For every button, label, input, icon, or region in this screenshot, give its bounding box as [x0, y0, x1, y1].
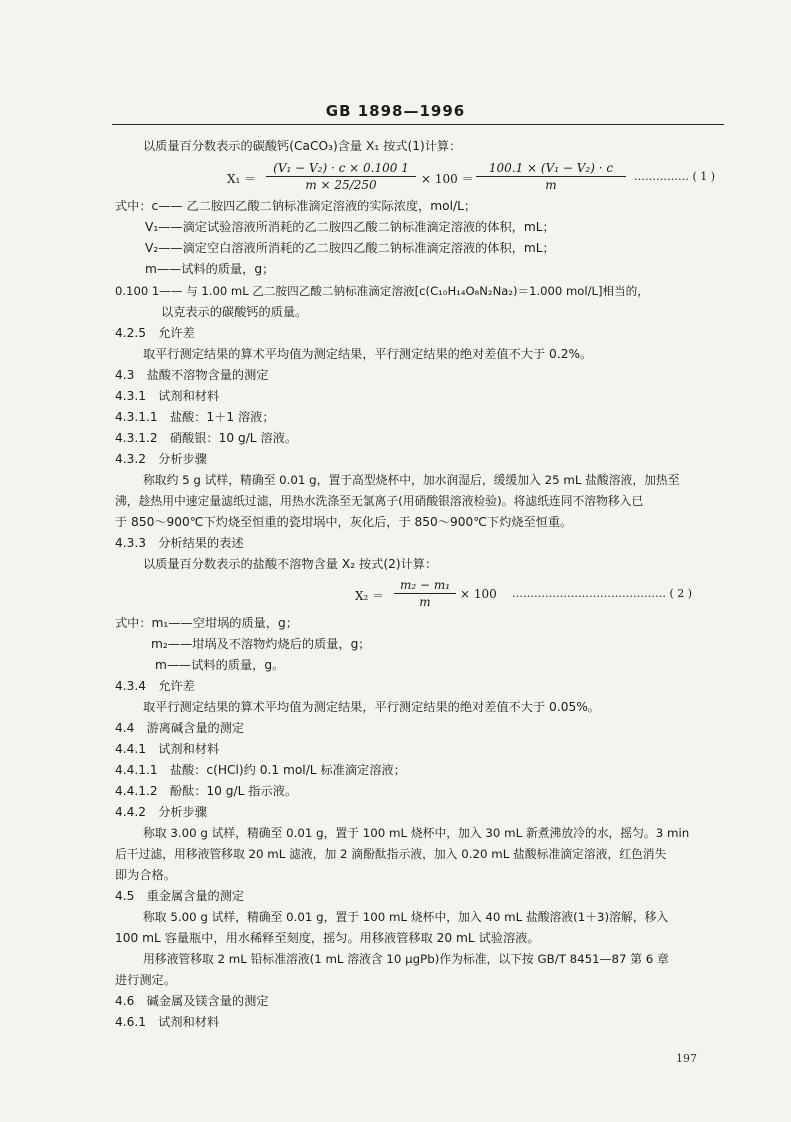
formula1-denominator2: m	[545, 178, 557, 192]
text-line: 以克表示的碳酸钙的质量。	[161, 305, 308, 319]
text-line: 取平行测定结果的算术平均值为测定结果，平行测定结果的绝对差值不大于 0.05%。	[143, 700, 600, 714]
formula1-fraction2	[476, 160, 626, 193]
text-line: 进行测定。	[115, 973, 176, 987]
text-line: 以质量百分数表示的碳酸钙(CaCO₃)含量 X₁ 按式(1)计算：	[143, 139, 462, 153]
text-line: 即为合格。	[115, 868, 176, 882]
text-line: 称取约 5 g 试样，精确至 0.01 g，置于高型烧杯中，加水润湿后，缓缓加入 25 mL 盐酸溶液，加热至	[143, 473, 680, 487]
text-line: m₂——坩埚及不溶物灼烧后的质量，g；	[151, 637, 371, 651]
section-heading: 4.3.2 分析步骤	[115, 452, 207, 466]
text-line: V₁——滴定试验溶液所消耗的乙二胺四乙酸二钠标准滴定溶液的体积，mL；	[145, 220, 555, 234]
standard-header: GB 1898—1996	[325, 102, 466, 120]
text-line: 取平行测定结果的算术平均值为测定结果，平行测定结果的绝对差值不大于 0.2%。	[143, 347, 593, 361]
text-line: 4.3.1.1 盐酸：1＋1 溶液；	[115, 410, 275, 424]
formula2-number: …………………………………… ( 2 )	[512, 587, 693, 600]
section-heading: 4.6.1 试剂和材料	[115, 1015, 220, 1029]
formula2-denominator: m	[419, 595, 431, 609]
text-line: 4.3.1.2 硝酸银：10 g/L 溶液。	[115, 431, 298, 445]
text-line: 0.100 1—— 与 1.00 mL 乙二胺四乙酸二钠标准滴定溶液[c(C₁₀H₁₄O₈N₂Na₂)＝1.000 mol/L]相当的，	[115, 284, 649, 298]
text-line: 式中：m₁——空坩埚的质量，g；	[115, 616, 298, 630]
section-heading: 4.4.1 试剂和材料	[115, 742, 220, 756]
text-line: 以质量百分数表示的盐酸不溶物含量 X₂ 按式(2)计算：	[143, 557, 438, 571]
section-heading: 4.3.4 允许差	[115, 679, 195, 693]
formula2-mid: × 100	[460, 587, 497, 601]
text-line: V₂——滴定空白溶液所消耗的乙二胺四乙酸二钠标准滴定溶液的体积，mL；	[145, 241, 555, 255]
text-line: 沸，趁热用中速定量滤纸过滤，用热水洗涤至无氯离子(用硝酸银溶液检验)。将滤纸连同不溶物移入已	[115, 494, 644, 508]
section-heading: 4.5 重金属含量的测定	[115, 889, 245, 903]
text-line: 用移液管移取 2 mL 铅标准溶液(1 mL 溶液含 10 μgPb)作为标准，以下按 GB/T 8451—87 第 6 章	[143, 952, 669, 966]
formula1-number: …………… ( 1 )	[634, 170, 716, 183]
formula2-lhs: X₂ ＝	[355, 589, 385, 603]
formula2-fraction	[394, 577, 456, 610]
section-heading: 4.2.5 允许差	[115, 326, 195, 340]
text-line: m——试料的质量，g。	[155, 658, 285, 672]
text-line: 称取 3.00 g 试样，精确至 0.01 g，置于 100 mL 烧杯中，加入 30 mL 新煮沸放冷的水，摇匀。3 min	[143, 826, 690, 840]
formula1-numerator2: 100.1 × (V₁ − V₂) · c	[476, 160, 626, 177]
formula2-numerator: m₂ − m₁	[394, 577, 456, 594]
formula1-fraction1	[266, 160, 416, 193]
text-line: 后干过滤，用移液管移取 20 mL 滤液，加 2 滴酚酞指示液，加入 0.20 mL 盐酸标准滴定溶液，红色消失	[115, 847, 667, 861]
section-heading: 4.3 盐酸不溶物含量的测定	[115, 368, 269, 382]
section-heading: 4.3.3 分析结果的表述	[115, 536, 244, 550]
section-heading: 4.6 碱金属及镁含量的测定	[115, 994, 269, 1008]
text-line: 式中：c—— 乙二胺四乙酸二钠标准滴定溶液的实际浓度，mol/L；	[115, 199, 477, 213]
text-line: m——试料的质量，g；	[145, 262, 275, 276]
text-line: 4.4.1.1 盐酸：c(HCl)约 0.1 mol/L 标准滴定溶液；	[115, 763, 406, 777]
text-line: 100 mL 容量瓶中，用水稀释至刻度，摇匀。用移液管移取 20 mL 试验溶液。	[115, 931, 540, 945]
header-rule	[112, 124, 724, 125]
formula1-mid: × 100 ＝	[421, 172, 474, 186]
text-line: 于 850～900℃下灼烧至恒重的瓷坩埚中，灰化后，于 850～900℃下灼烧至恒重。	[115, 515, 573, 529]
section-heading: 4.4 游离碱含量的测定	[115, 721, 245, 735]
section-heading: 4.4.2 分析步骤	[115, 805, 207, 819]
formula1-numerator1: (V₁ − V₂) · c × 0.100 1	[266, 160, 416, 177]
text-line: 称取 5.00 g 试样，精确至 0.01 g，置于 100 mL 烧杯中，加入 40 mL 盐酸溶液(1＋3)溶解，移入	[143, 910, 669, 924]
text-line: 4.4.1.2 酚酞：10 g/L 指示液。	[115, 784, 298, 798]
page-number: 197	[676, 1052, 697, 1065]
section-heading: 4.3.1 试剂和材料	[115, 389, 220, 403]
formula1-lhs: X₁ ＝	[227, 172, 257, 186]
formula1-denominator1: m × 25/250	[305, 178, 377, 192]
